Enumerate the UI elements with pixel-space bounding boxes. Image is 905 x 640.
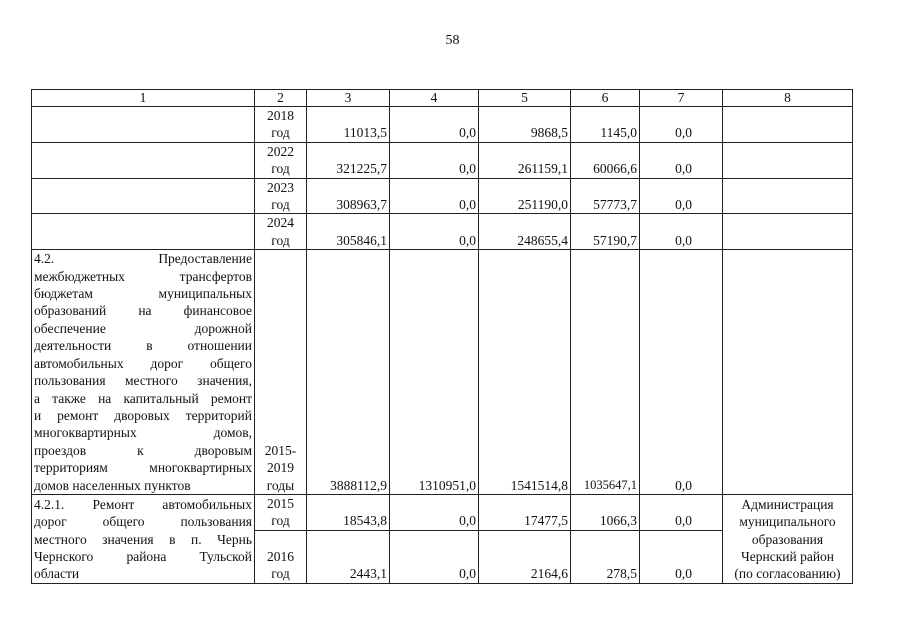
year-cell [255, 178, 307, 214]
value-cell: 3888112,9 [307, 250, 390, 495]
value-cell: 0,0 [390, 142, 479, 178]
executor-line: образования [751, 531, 824, 547]
description-line: и ремонт дворовых территорий [34, 407, 252, 423]
empty-cell [32, 178, 255, 214]
budget-table [31, 89, 853, 584]
description-line: многоквартирных домов, [34, 425, 252, 441]
year-cell [255, 142, 307, 178]
value-cell: 0,0 [390, 214, 479, 250]
description-line: проездов к дворовым [34, 442, 252, 458]
value-cell: 57773,7 [571, 178, 640, 214]
value-cell: 0,0 [640, 214, 723, 250]
period-line: годы [266, 477, 295, 493]
period-line: 2015- [264, 442, 297, 458]
empty-cell [32, 214, 255, 250]
header-cell: 6 [571, 90, 640, 107]
value-cell: 0,0 [640, 250, 723, 495]
year-cell [255, 214, 307, 250]
table-row [32, 178, 853, 214]
value-cell: 60066,6 [571, 142, 640, 178]
value-cell: 0,0 [390, 178, 479, 214]
executor-line: (по согласованию) [734, 566, 841, 582]
description-line: межбюджетных трансфертов [34, 268, 252, 284]
value-cell: 0,0 [390, 494, 479, 530]
header-row [32, 90, 853, 107]
value-cell: 308963,7 [307, 178, 390, 214]
item-description [32, 250, 255, 495]
year-unit: год [271, 232, 290, 248]
value-cell: 0,0 [640, 530, 723, 583]
year-unit: год [271, 161, 290, 177]
description-line: образований на финансовое [34, 303, 252, 319]
year-cell [255, 530, 307, 583]
empty-cell [723, 250, 853, 495]
value-cell: 278,5 [571, 530, 640, 583]
description-line: бюджетам муниципальных [34, 286, 252, 302]
value-cell: 1066,3 [571, 494, 640, 530]
value-cell: 11013,5 [307, 107, 390, 143]
table-row [32, 107, 853, 143]
header-cell: 7 [640, 90, 723, 107]
year-cell [255, 107, 307, 143]
value-cell: 17477,5 [479, 494, 571, 530]
description-line: домов населенных пунктов [34, 477, 191, 493]
description-line: автомобильных дорог общего [34, 355, 252, 371]
value-cell: 1310951,0 [390, 250, 479, 495]
empty-cell [723, 214, 853, 250]
value-cell: 305846,1 [307, 214, 390, 250]
value-cell: 0,0 [640, 178, 723, 214]
header-cell: 3 [307, 90, 390, 107]
value-cell: 0,0 [640, 107, 723, 143]
table-row [32, 214, 853, 250]
empty-cell [32, 142, 255, 178]
year-value: 2016 [267, 548, 294, 564]
value-cell: 0,0 [640, 494, 723, 530]
value-cell: 0,0 [640, 142, 723, 178]
year-unit: год [271, 197, 290, 213]
description-line: а также на капитальный ремонт [34, 390, 252, 406]
description-line: местного значения в п. Чернь [34, 531, 252, 547]
header-cell: 8 [723, 90, 853, 107]
empty-cell [32, 107, 255, 143]
value-cell: 261159,1 [479, 142, 571, 178]
item-description [32, 494, 255, 583]
year-cell [255, 494, 307, 530]
value-cell: 251190,0 [479, 178, 571, 214]
period-line: 2019 [267, 460, 294, 476]
year-value: 2015 [267, 495, 294, 511]
page-number: 58 [445, 33, 460, 48]
year-value: 2024 [267, 215, 294, 231]
year-value: 2018 [267, 108, 294, 123]
description-line: 4.2. Предоставление [34, 251, 252, 267]
empty-cell [723, 107, 853, 143]
value-cell: 9868,5 [479, 107, 571, 143]
executor-line: муниципального [739, 514, 836, 530]
value-cell: 57190,7 [571, 214, 640, 250]
empty-cell [723, 142, 853, 178]
table-row [32, 142, 853, 178]
description-line: пользования местного значения, [34, 373, 252, 389]
year-unit: год [271, 513, 290, 529]
description-line: обеспечение дорожной [34, 320, 252, 336]
value-cell: 2443,1 [307, 530, 390, 583]
header-cell: 5 [479, 90, 571, 107]
value-cell: 18543,8 [307, 494, 390, 530]
header-cell: 1 [32, 90, 255, 107]
executor-line: Чернский район [740, 548, 835, 564]
value-cell: 321225,7 [307, 142, 390, 178]
value-cell: 1145,0 [571, 107, 640, 143]
header-cell: 4 [390, 90, 479, 107]
value-cell: 0,0 [390, 107, 479, 143]
value-cell: 0,0 [390, 530, 479, 583]
executor-cell [723, 494, 853, 583]
year-value: 2023 [267, 179, 294, 195]
description-line: 4.2.1. Ремонт автомобильных [34, 496, 252, 512]
description-line: деятельности в отношении [34, 338, 252, 354]
period-cell [255, 250, 307, 495]
year-value: 2022 [267, 143, 294, 159]
description-line: территориям многоквартирных [34, 460, 252, 476]
year-unit: год [271, 125, 290, 141]
table-row-4-2-1 [32, 494, 853, 530]
table-row-4-2 [32, 250, 853, 495]
value-cell: 1035647,1 [571, 250, 640, 495]
value-cell: 2164,6 [479, 530, 571, 583]
header-cell: 2 [255, 90, 307, 107]
year-unit: год [271, 566, 290, 582]
empty-cell [723, 178, 853, 214]
description-line: дорог общего пользования [34, 514, 252, 530]
description-line: Чернского района Тульской [34, 548, 252, 564]
value-cell: 1541514,8 [479, 250, 571, 495]
description-line: области [34, 566, 80, 582]
value-cell: 248655,4 [479, 214, 571, 250]
executor-line: Администрация [741, 496, 834, 512]
